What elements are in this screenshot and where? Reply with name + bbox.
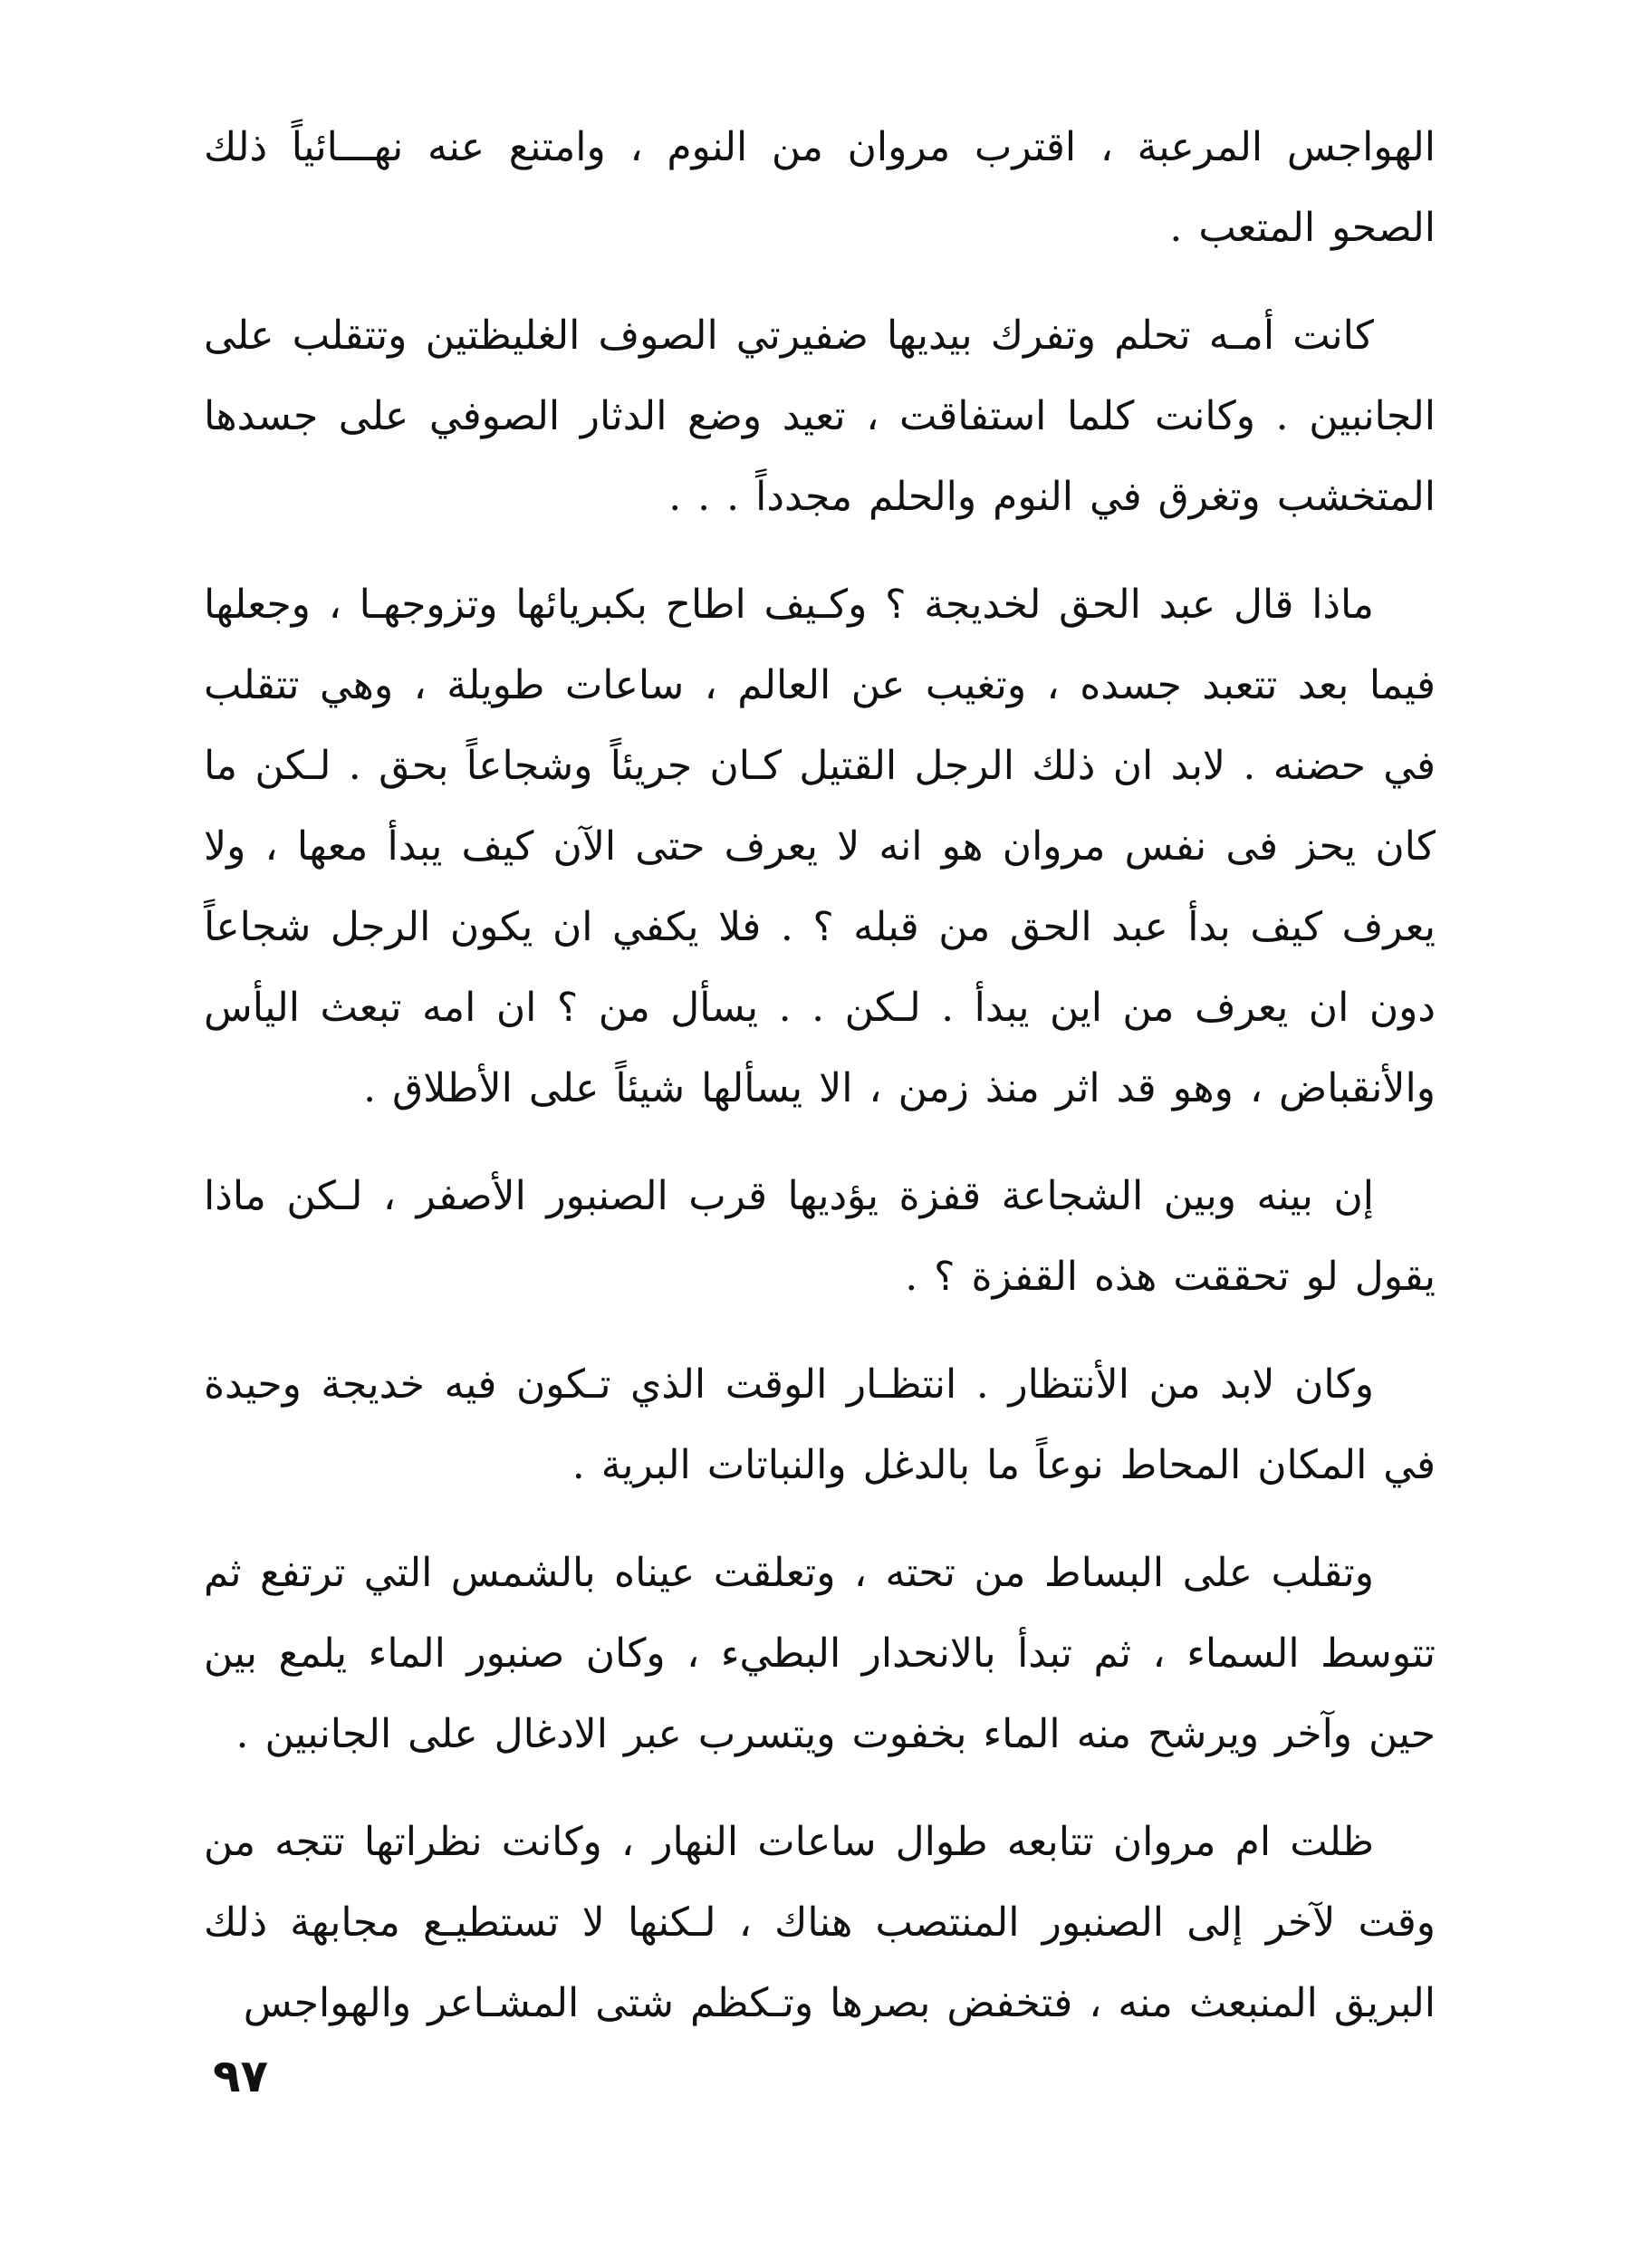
paragraph-3: ماذا قال عبد الحق لخديجة ؟ وكـيف اطاح بكبريائها وتزوجهـا ، وجعلها فيما بعد تتعبد جسده ، وتغيب عن العالم ، ساعات طويلة ، وهي تتقلب في حضنه . لابد ان ذلك الرجل القتيل كـان جريئاً وشجاعاً بحق . لـكن ما كان يحز فى نفس مروان هو انه لا يعرف حتى الآن كيف يبدأ معها ، ولا يعرف كيف بدأ عبد الحق من قبله ؟ . فلا يكفي ان يكون الرجل شجاعاً دون ان يعرف من اين يبدأ . لـكن . . يسأل من ؟ ان امه تبعث اليأس والأنقباض ، وهو قد اثر منذ زمن ، الا يسألها شيئاً على الأطلاق . xyxy=(204,582,1436,1111)
paragraph-5: وكان لابد من الأنتظار . انتظـار الوقت الذي تـكون فيه خديجة وحيدة في المكان المحاط نوعاً ما بالدغل والنباتات البرية . xyxy=(204,1361,1436,1488)
page-number: ٩٧ xyxy=(213,2050,269,2102)
paragraph-4: إن بينه وبين الشجاعة قفزة يؤديها قرب الصنبور الأصفر ، لـكن ماذا يقول لو تحققت هذه القفزة ؟ . xyxy=(204,1173,1436,1300)
paragraph-6: وتقلب على البساط من تحته ، وتعلقت عيناه بالشمس التي ترتفع ثم تتوسط السماء ، ثم تبدأ بالانحدار البطيء ، وكان صنبور الماء يلمع بين حين وآخر ويرشح منه الماء بخفوت ويتسرب عبر الادغال على الجانبين . xyxy=(204,1550,1436,1757)
body-text xyxy=(204,107,1436,2071)
paragraph-1: الهواجس المرعبة ، اقترب مروان من النوم ، وامتنع عنه نهـــائياً ذلك الصحو المتعب . xyxy=(204,124,1436,251)
paragraph-7: ظلت ام مروان تتابعه طوال ساعات النهار ، وكانت نظراتها تتجه من وقت لآخر إلى الصنبور المنتصب هناك ، لـكنها لا تستطيـع مجابهة ذلك البريق المنبعث منه ، فتخفض بصرها وتـكظم شتى المشـاعر والهواجس xyxy=(204,1819,1436,2026)
paragraph-2: كانت أمـه تحلم وتفرك بيديها ضفيرتي الصوف الغليظتين وتتقلب على الجانبين . وكانت كلما استفاقت ، تعيد وضع الدثار الصوفي على جسدها المتخشب وتغرق في النوم والحلم مجدداً . . . xyxy=(204,312,1436,520)
